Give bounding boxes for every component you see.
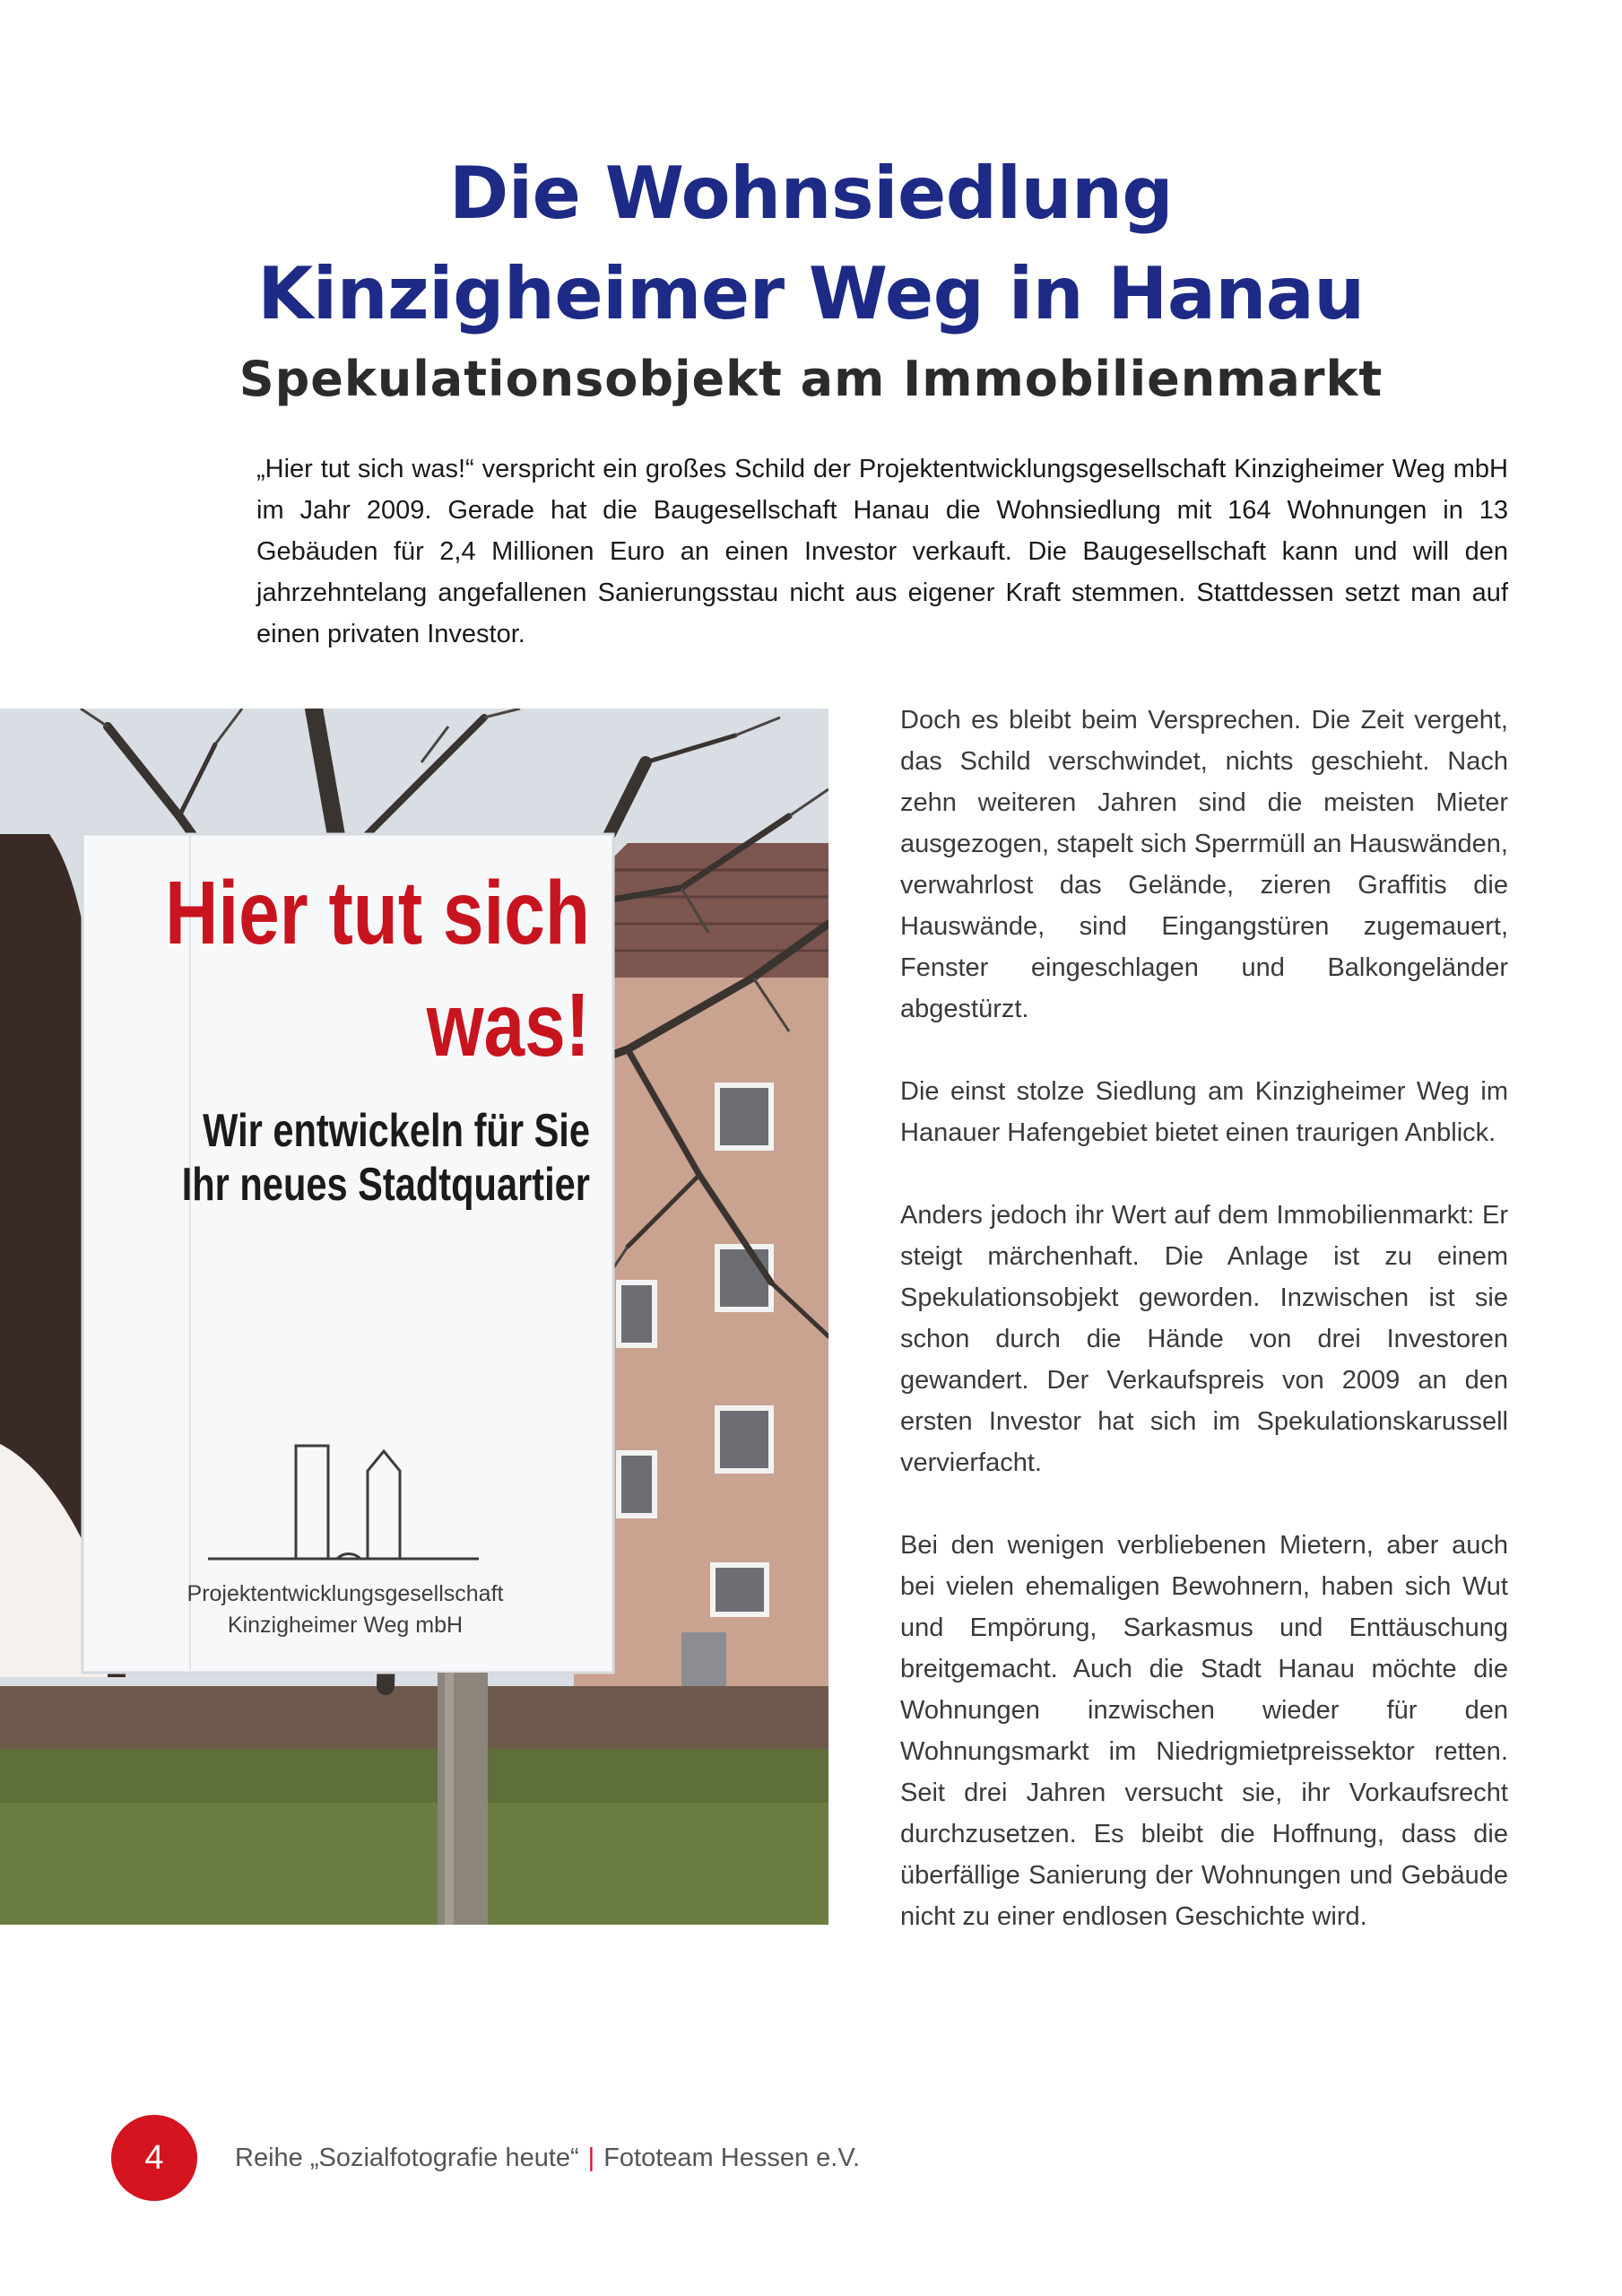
footer-series <box>235 2144 860 2173</box>
sign-headline-1: Hier tut sich <box>165 863 591 963</box>
title-line-1: Die Wohnsiedlung <box>448 152 1174 235</box>
body-column <box>900 700 1508 1979</box>
body-paragraph-3: Anders jedoch ihr Wert auf dem Immobilienmarkt: Er steigt märchenhaft. Die Anlage ist zu einem Spekulationsobjekt geworden. Inzwischen ist sie schon durch die Hände von drei Investoren gewandert. Der Verkaufspreis von 2009 an den ersten Investor hat sich im Spekulationskarussell vervierfacht. <box>900 1201 1508 1477</box>
sign-company-2: Kinzigheimer Weg mbH <box>227 1613 464 1638</box>
title-line-2: Kinzigheimer Weg in Hanau <box>257 252 1365 335</box>
sign-photo <box>0 709 828 1925</box>
body-paragraph-2: Die einst stolze Siedlung am Kinzigheimer Weg im Hanauer Hafengebiet bietet einen traurigen Anblick. <box>900 1077 1508 1147</box>
sign-tagline-1: Wir entwickeln für Sie <box>203 1103 591 1157</box>
sign-tagline-2: Ihr neues Stadtquartier <box>181 1157 591 1211</box>
page-number-badge: 4 <box>111 2115 197 2201</box>
intro-paragraph: „Hier tut sich was!“ verspricht ein großes Schild der Projektentwicklungsgesellschaft Kinzigheimer Weg mbH im Jahr 2009. Gerade hat die Baugesellschaft Hanau die Wohnsiedlung mit 164 Wohnungen in 13 Gebäuden für 2,4 Millionen Euro an einen Investor verkauft. Die Baugesellschaft kann und will den jahrzehntelang angefallenen Sanierungsstau nicht aus eigener Kraft stemmen. Stattdessen setzt man auf einen privaten Investor. <box>256 455 1508 648</box>
sign-headline-2: was! <box>426 975 591 1075</box>
publisher-name: Fototeam Hessen e.V. <box>603 2143 861 2172</box>
sign-company-1: Projektentwicklungsgesellschaft <box>186 1581 504 1606</box>
series-name: Reihe „Sozialfotografie heute“ <box>235 2143 579 2172</box>
page-title <box>0 144 1622 344</box>
page-subtitle: Spekulationsobjekt am Immobilienmarkt <box>239 351 1383 407</box>
body-paragraph-4: Bei den wenigen verbliebenen Mietern, aber auch bei vielen ehemaligen Bewohnern, haben sich Wut und Empörung, Sarkasmus und Enttäuschung breitgemacht. Auch die Stadt Hanau möchte die Wohnungen inzwischen wieder für den Wohnungsmarkt im Niedrigmietpreissektor retten. Seit drei Jahren versucht sie, ihr Vorkaufsrecht durchzusetzen. Es bleibt die Hoffnung, dass die überfällige Sanierung der Wohnungen und Gebäude nicht zu einer endlosen Geschichte wird. <box>900 1531 1508 1931</box>
body-paragraph-1: Doch es bleibt beim Versprechen. Die Zeit vergeht, das Schild verschwindet, nichts geschieht. Nach zehn weiteren Jahren sind die meisten Mieter ausgezogen, stapelt sich Sperrmüll an Hauswänden, verwahrlost das Gelände, zieren Graffitis die Hauswände, sind Eingangstüren zugemauert, Fenster eingeschlagen und Balkongeländer abgestürzt. <box>900 706 1508 1023</box>
footer-separator: | <box>587 2143 595 2172</box>
page-footer <box>111 2115 860 2201</box>
